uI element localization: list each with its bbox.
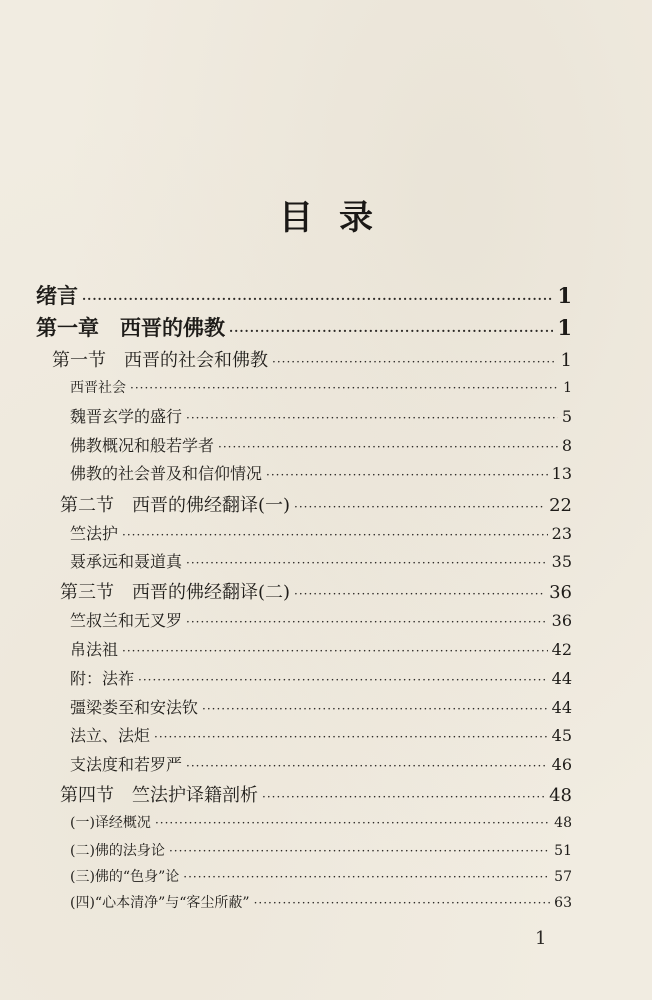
toc-entry-section-2 (60, 491, 572, 517)
leader-dots (183, 870, 550, 884)
toc-entry-page: 46 (551, 755, 572, 774)
leader-dots (138, 673, 548, 687)
toc-entry-page: 22 (549, 495, 572, 516)
toc-entry-page: 1 (560, 350, 572, 371)
toc-entry-page: 36 (549, 582, 572, 603)
page-number: 1 (535, 928, 547, 949)
toc-entry-label: 西晋社会 (70, 380, 126, 396)
toc-entry-section-1 (52, 346, 572, 372)
leader-dots (218, 440, 558, 454)
toc-entry-page: 23 (551, 524, 572, 543)
leader-dots (186, 615, 548, 629)
leader-dots (229, 324, 553, 338)
leader-dots (294, 587, 545, 601)
toc-entry-label: 支法度和若罗严 (70, 755, 183, 774)
leader-dots (155, 816, 550, 830)
leader-dots (186, 556, 548, 570)
toc-entry-label: 彊梁娄至和安法钦 (70, 698, 199, 717)
toc-entry-label: 第三节 西晋的佛经翻译(二) (60, 582, 291, 603)
toc-entry-page: 51 (554, 843, 572, 859)
toc-entry (70, 695, 572, 718)
toc-entry (70, 840, 572, 860)
toc-entry-page: 1 (557, 283, 572, 308)
toc-entry (70, 521, 572, 544)
toc-entry (70, 377, 572, 397)
toc-entry (70, 637, 572, 660)
toc-entry-label: 附：法祚 (70, 669, 135, 688)
toc-entry-page: 44 (551, 669, 572, 688)
toc-entry-chapter-1 (36, 312, 572, 342)
toc-entry (70, 433, 572, 456)
toc-entry-label: 绪言 (36, 283, 78, 308)
toc-entry (70, 812, 572, 832)
leader-dots (272, 355, 557, 369)
toc-entry-label: 佛教的社会普及和信仰情况 (70, 464, 263, 483)
toc-entry-label: (三)佛的“色身”论 (70, 869, 180, 885)
toc-entry-page: 48 (554, 815, 572, 831)
toc-entry-page: 57 (554, 869, 572, 885)
toc-entry-label: (一)译经概况 (70, 815, 151, 831)
leader-dots (154, 730, 548, 744)
toc-entry-label: 法立、法炬 (70, 726, 151, 745)
toc-entry-section-4 (60, 781, 572, 807)
toc-entry (70, 461, 572, 484)
toc-entry-page: 13 (551, 464, 572, 483)
leader-dots (169, 844, 550, 858)
leader-dots (186, 411, 558, 425)
toc-entry-label: 第二节 西晋的佛经翻译(一) (60, 495, 291, 516)
toc-entry-label: 第四节 竺法护译籍剖析 (60, 785, 258, 806)
toc-entry (70, 866, 572, 886)
toc-entry (70, 666, 572, 689)
leader-dots (186, 759, 548, 773)
toc-entry-label: (四)“心本清净”与“客尘所蔽” (70, 895, 250, 911)
leader-dots (202, 702, 548, 716)
toc-entry-page: 36 (551, 611, 572, 630)
toc-entry-label: 第一节 西晋的社会和佛教 (52, 350, 268, 371)
leader-dots (82, 292, 553, 306)
toc-entry (70, 723, 572, 746)
toc-entry-label: 佛教概况和般若学者 (70, 436, 215, 455)
toc-entry-page: 44 (551, 698, 572, 717)
toc-entry-page: 5 (561, 407, 572, 426)
toc-entry-page: 45 (551, 726, 572, 745)
leader-dots (266, 468, 548, 482)
toc-entry-label: (二)佛的法身论 (70, 843, 165, 859)
leader-dots (294, 500, 545, 514)
page-title: 目录 (279, 198, 399, 238)
leader-dots (262, 790, 545, 804)
toc-entry (70, 404, 572, 427)
toc-entry-page: 1 (557, 315, 572, 340)
toc-entry (70, 752, 572, 775)
toc-entry (70, 549, 572, 572)
toc-entry-page: 35 (551, 552, 572, 571)
toc-entry-introduction (36, 280, 572, 310)
toc-entry-page: 42 (551, 640, 572, 659)
toc-entry-label: 第一章 西晋的佛教 (36, 315, 225, 340)
toc-entry-label: 竺叔兰和无叉罗 (70, 611, 183, 630)
toc-entry-label: 帛法祖 (70, 640, 119, 659)
toc-entry-label: 聂承远和聂道真 (70, 552, 183, 571)
leader-dots (122, 644, 548, 658)
toc-entry-label: 竺法护 (70, 524, 119, 543)
toc-entry (70, 892, 572, 912)
toc-entry-section-3 (60, 578, 572, 604)
leader-dots (122, 528, 548, 542)
toc-entry-label: 魏晋玄学的盛行 (70, 407, 183, 426)
toc-entry (70, 608, 572, 631)
toc-entry-page: 63 (554, 895, 572, 911)
leader-dots (130, 381, 559, 395)
leader-dots (254, 896, 551, 910)
toc-entry-page: 1 (563, 380, 572, 396)
toc-entry-page: 48 (549, 785, 572, 806)
toc-entry-page: 8 (561, 436, 572, 455)
